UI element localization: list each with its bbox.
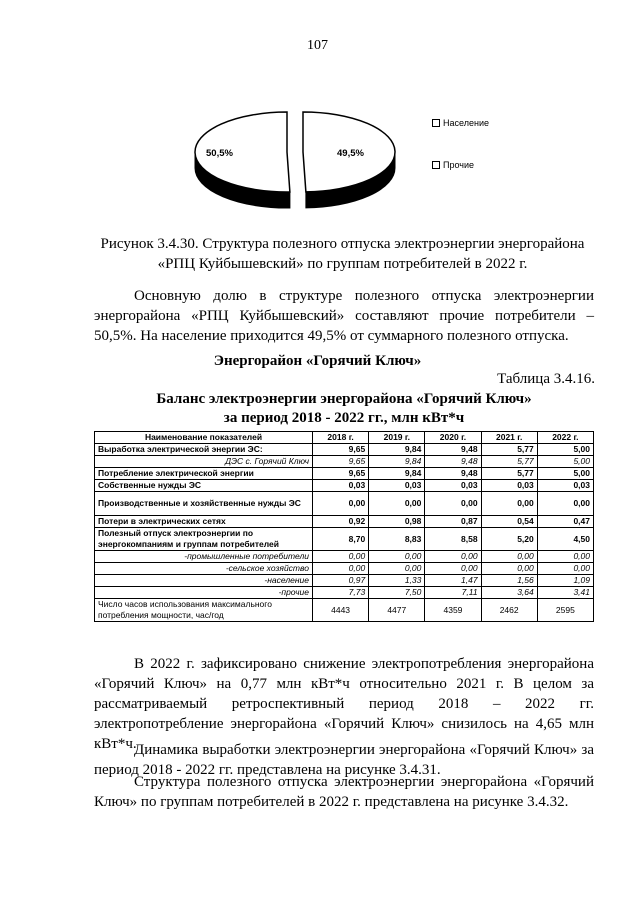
cell: 8,83: [369, 528, 425, 551]
pie-label-population: 49,5%: [337, 148, 364, 159]
cell: 0,00: [313, 563, 369, 575]
figure-caption: Рисунок 3.4.30. Структура полезного отпуска электроэнергии энергорайона «РПЦ Куйбышевский» по группам потребителей в 2022 г.: [100, 236, 585, 272]
page-number: 107: [307, 38, 328, 53]
cell: 0,03: [369, 480, 425, 492]
cell: 7,73: [313, 587, 369, 599]
table-row: [95, 468, 594, 480]
cell: 9,48: [425, 468, 481, 480]
table-row: [95, 599, 594, 622]
cell: 0,00: [369, 551, 425, 563]
legend-label: Прочие: [443, 160, 475, 170]
table-row: [95, 575, 594, 587]
legend-item-others: [432, 160, 474, 170]
cell: 1,09: [537, 575, 593, 587]
cell: 0,47: [537, 516, 593, 528]
table-row: [95, 516, 594, 528]
section-title: Энергорайон «Горячий Ключ»: [213, 353, 422, 369]
paragraph-2: В 2022 г. зафиксировано снижение электропотребления энергорайона «Горячий Ключ» на 0,77 млн кВт*ч относительно 2021 г. В целом за рассматриваемый ретроспективный период 2018 – 2022 гг. электропотребление энергорайона «Горячий Ключ» снизилось на 4,65 млн кВт*ч.: [94, 656, 594, 752]
table-row: [95, 563, 594, 575]
table-row: [95, 551, 594, 563]
cell: 0,03: [481, 480, 537, 492]
legend-swatch-icon: [432, 119, 440, 127]
cell: 9,48: [425, 444, 481, 456]
paragraph-3: Динамика выработки электроэнергии энергорайона «Горячий Ключ» за период 2018 - 2022 гг. представлена на рисунке 3.4.31.: [94, 742, 594, 778]
pie-svg: [180, 100, 410, 225]
paragraph-4: Структура полезного отпуска электроэнергии энергорайона «Горячий Ключ» по группам потребителей в 2022 г. представлена на рисунке 3.4.32.: [94, 774, 594, 810]
table-title: [94, 390, 594, 428]
cell: 9,65: [313, 456, 369, 468]
row-name: Собственные нужды ЭС: [95, 480, 313, 492]
table-row: [95, 492, 594, 516]
cell: 9,65: [313, 444, 369, 456]
cell: 2462: [481, 599, 537, 622]
row-name: Производственные и хозяйственные нужды ЭС: [95, 492, 313, 516]
cell: 0,00: [425, 551, 481, 563]
cell: 3,41: [537, 587, 593, 599]
cell: 7,11: [425, 587, 481, 599]
row-name: Полезный отпуск электроэнергии по энергокомпаниям и группам потребителей: [95, 528, 313, 551]
cell: 0,03: [537, 480, 593, 492]
header-2018: 2018 г.: [313, 432, 369, 444]
header-name: Наименование показателей: [95, 432, 313, 444]
cell: 9,84: [369, 468, 425, 480]
cell: 0,87: [425, 516, 481, 528]
cell: 1,47: [425, 575, 481, 587]
table-row: [95, 444, 594, 456]
table-row: [95, 528, 594, 551]
cell: 5,00: [537, 444, 593, 456]
balance-table: [94, 431, 594, 622]
row-name: -сельское хозяйство: [95, 563, 313, 575]
cell: 0,00: [537, 563, 593, 575]
cell: 1,33: [369, 575, 425, 587]
cell: 4359: [425, 599, 481, 622]
row-name: -прочие: [95, 587, 313, 599]
cell: 4443: [313, 599, 369, 622]
cell: 7,50: [369, 587, 425, 599]
cell: 0,98: [369, 516, 425, 528]
paragraph-1: Основную долю в структуре полезного отпуска электроэнергии энергорайона «РПЦ Куйбышевский» составляют прочие потребители – 50,5%. На население приходится 49,5% от суммарного полезного отпуска.: [94, 288, 594, 344]
cell: 2595: [537, 599, 593, 622]
table-row: [95, 480, 594, 492]
table-header-row: [95, 432, 594, 444]
cell: 5,77: [481, 456, 537, 468]
table-row: [95, 456, 594, 468]
cell: 0,54: [481, 516, 537, 528]
cell: 0,00: [481, 551, 537, 563]
row-name: ДЭС с. Горячий Ключ: [95, 456, 313, 468]
cell: 5,00: [537, 456, 593, 468]
table-title-line1: Баланс электроэнергии энергорайона «Горячий Ключ»: [156, 391, 532, 407]
cell: 9,84: [369, 456, 425, 468]
legend-swatch-icon: [432, 161, 440, 169]
cell: 5,00: [537, 468, 593, 480]
cell: 0,00: [537, 551, 593, 563]
header-2019: 2019 г.: [369, 432, 425, 444]
cell: 0,03: [313, 480, 369, 492]
cell: 0,00: [537, 492, 593, 516]
cell: 0,00: [425, 563, 481, 575]
cell: 0,00: [481, 563, 537, 575]
legend-item-population: [432, 118, 489, 128]
table-row: [95, 587, 594, 599]
cell: 0,97: [313, 575, 369, 587]
cell: 5,20: [481, 528, 537, 551]
cell: 0,00: [425, 492, 481, 516]
cell: 5,77: [481, 468, 537, 480]
row-name: Потери в электрических сетях: [95, 516, 313, 528]
cell: 0,00: [313, 551, 369, 563]
cell: 8,70: [313, 528, 369, 551]
header-2022: 2022 г.: [537, 432, 593, 444]
row-name: Выработка электрической энергии ЭС:: [95, 444, 313, 456]
row-name: -население: [95, 575, 313, 587]
cell: 0,03: [425, 480, 481, 492]
table-number: Таблица 3.4.16.: [497, 371, 595, 387]
cell: 3,64: [481, 587, 537, 599]
pie-label-others: 50,5%: [206, 148, 233, 159]
header-2021: 2021 г.: [481, 432, 537, 444]
cell: 9,48: [425, 456, 481, 468]
cell: 9,65: [313, 468, 369, 480]
cell: 1,56: [481, 575, 537, 587]
cell: 0,00: [481, 492, 537, 516]
cell: 0,00: [369, 492, 425, 516]
cell: 0,92: [313, 516, 369, 528]
header-2020: 2020 г.: [425, 432, 481, 444]
row-name: Число часов использования максимального потребления мощности, час/год: [95, 599, 313, 622]
cell: 4,50: [537, 528, 593, 551]
pie-chart: [180, 100, 600, 225]
table-title-line2: за период 2018 - 2022 гг., млн кВт*ч: [223, 410, 465, 426]
row-name: Потребление электрической энергии: [95, 468, 313, 480]
legend-label: Население: [443, 118, 489, 128]
cell: 8,58: [425, 528, 481, 551]
cell: 9,84: [369, 444, 425, 456]
cell: 4477: [369, 599, 425, 622]
cell: 0,00: [369, 563, 425, 575]
row-name: -промышленные потребители: [95, 551, 313, 563]
cell: 0,00: [313, 492, 369, 516]
cell: 5,77: [481, 444, 537, 456]
